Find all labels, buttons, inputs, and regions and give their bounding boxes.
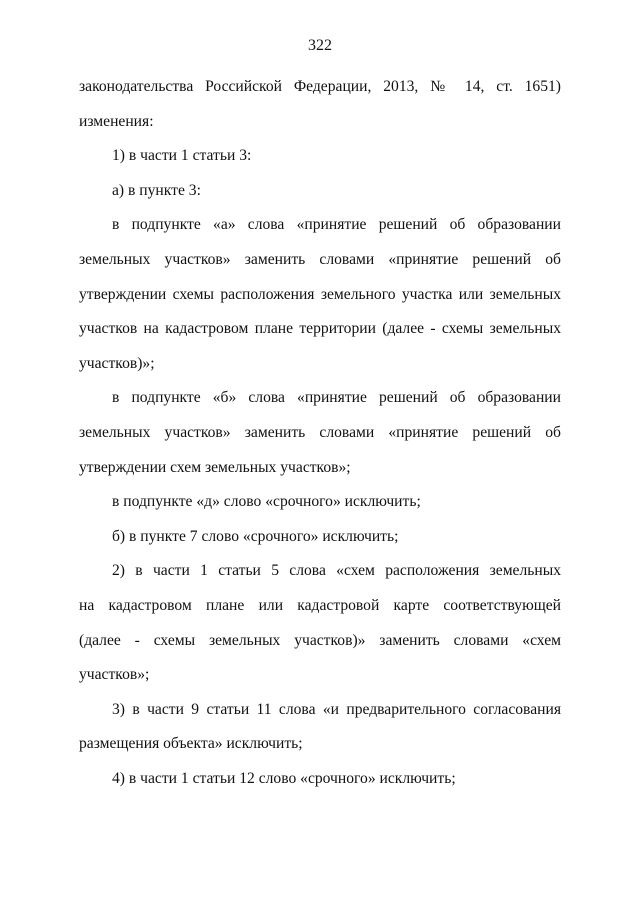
text-line: 3) в части 9 статьи 11 слова «и предварительного согласования [112, 700, 561, 718]
text-line: участков»; [79, 666, 150, 684]
text-line: б) в пункте 7 слово «срочного» исключить; [112, 527, 399, 545]
text-line: в подпункте «б» слова «принятие решений об образовании [112, 389, 561, 407]
text-line: а) в пункте 3: [112, 181, 201, 199]
text-line: земельных участков» заменить словами «принятие решений об [79, 250, 561, 268]
text-line: 2) в части 1 статьи 5 слова «схем расположения земельных [112, 562, 561, 580]
text-line: (далее - схемы земельных участков)» заменить словами «схем [79, 631, 561, 649]
text-line: размещения объекта» исключить; [79, 735, 303, 753]
text-line: изменения: [79, 112, 154, 130]
text-line: земельных участков» заменить словами «принятие решений об [79, 423, 561, 441]
text-line: законодательства Российской Федерации, 2013, № 14, ст. 1651) [79, 78, 561, 95]
page-number: 322 [308, 37, 332, 54]
text-line: в подпункте «д» слово «срочного» исключить; [112, 493, 421, 511]
text-line: 1) в части 1 статьи 3: [112, 147, 252, 165]
text-line: 4) в части 1 статьи 12 слово «срочного» исключить; [112, 769, 456, 787]
text-line: участков на кадастровом плане территории (далее - схемы земельных [79, 320, 561, 338]
document-body [79, 70, 561, 796]
text-line: участков)»; [79, 354, 155, 372]
text-line: на кадастровом плане или кадастровой карте соответствующей [79, 596, 561, 614]
text-line: утверждении схем земельных участков»; [79, 458, 351, 476]
text-line: утверждении схемы расположения земельного участка или земельных [79, 285, 561, 303]
text-line: в подпункте «а» слова «принятие решений об образовании [112, 216, 561, 234]
